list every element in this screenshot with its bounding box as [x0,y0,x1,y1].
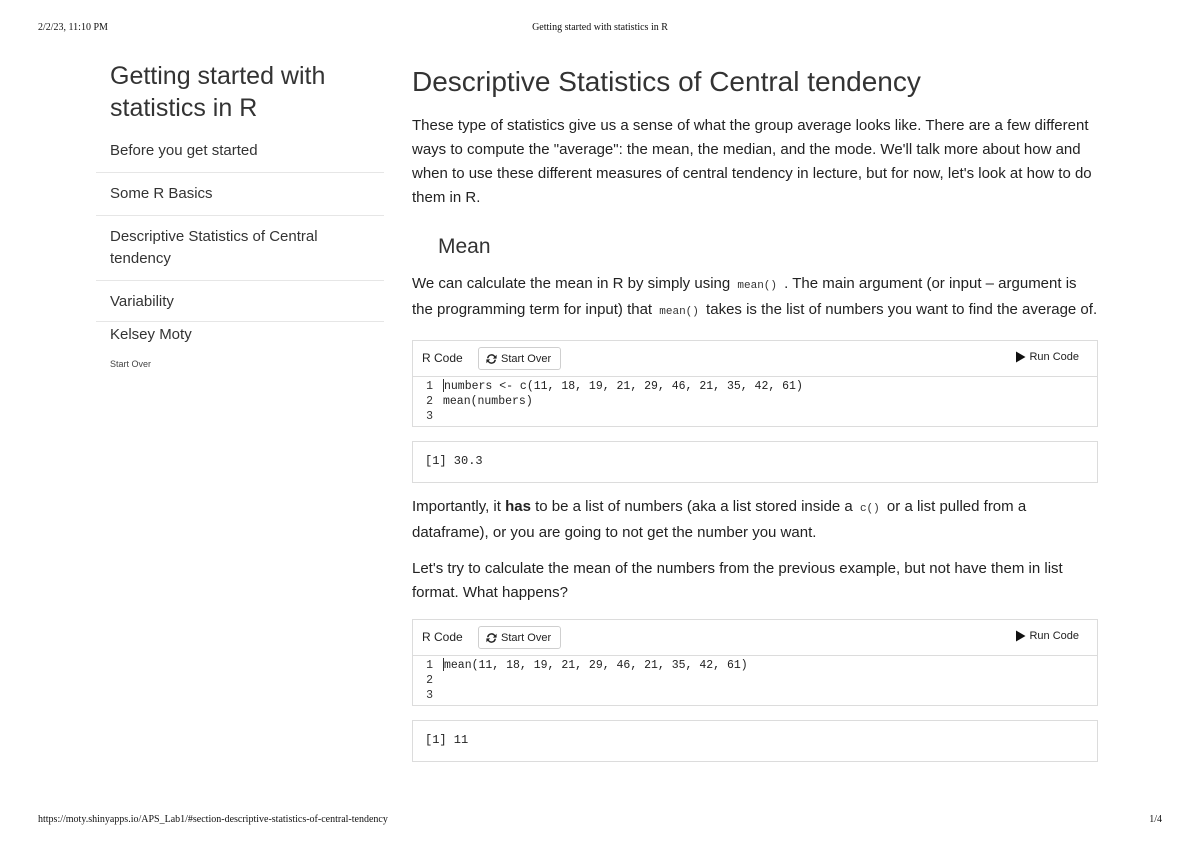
sidebar-item-variability[interactable]: Variability [96,281,384,322]
mean-paragraph-part1: We can calculate the mean in R by simply using [412,275,735,292]
inline-code-mean: mean() [659,306,699,318]
inline-code-mean: mean() [737,280,777,292]
code-line [413,688,1097,703]
code-block-2 [412,619,1098,706]
line-number: 3 [426,689,433,702]
refresh-icon [485,632,498,644]
code-editor[interactable] [413,656,1097,705]
sidebar-author: Kelsey Moty [110,326,192,343]
sidebar-item-some-r-basics[interactable]: Some R Basics [96,173,384,216]
line-number: 1 [426,659,433,672]
start-over-button[interactable] [478,626,561,649]
code-line [413,673,1097,688]
play-icon [1015,630,1026,642]
main-content [412,64,1098,762]
emphasis-has: has [505,498,531,515]
try-paragraph: Let's try to calculate the mean of the numbers from the previous example, but not have them in list format. What happens? [412,560,1063,601]
code-line [413,409,1097,424]
print-doc-title: Getting started with statistics in R [532,22,668,33]
run-code-button[interactable] [1015,630,1079,642]
sidebar [96,60,384,369]
run-code-label: Run Code [1029,351,1079,363]
refresh-icon [485,353,498,365]
start-over-label: Start Over [501,631,552,644]
code-label: R Code [422,630,463,644]
start-over-button[interactable] [478,347,561,370]
sidebar-item-before-you-get-started[interactable]: Before you get started [96,130,384,173]
run-code-label: Run Code [1029,630,1079,642]
line-number: 3 [426,410,433,423]
line-number: 1 [426,380,433,393]
importantly-paragraph [412,495,1098,545]
mean-paragraph [412,272,1098,324]
code-editor[interactable] [413,377,1097,426]
sidebar-start-over-link[interactable]: Start Over [110,359,152,369]
mean-paragraph-part3: takes is the list of numbers you want to find the average of. [701,301,1098,318]
code-label: R Code [422,351,463,365]
code-output-1: [1] 30.3 [412,441,1098,483]
start-over-label: Start Over [501,352,552,365]
code-line [413,658,1097,673]
mean-paragraph-part2: . The main argument (or input – argument is the programming term for input) that [412,275,1077,318]
run-code-button[interactable] [1015,351,1079,363]
code-text: numbers <- c(11, 18, 19, 21, 29, 46, 21, 35, 42, 61) [444,380,803,393]
code-output-2: [1] 11 [412,720,1098,762]
importantly-part2: to be a list of numbers (aka a list stored inside a [530,498,857,515]
print-date: 2/2/23, 11:10 PM [38,22,108,33]
importantly-part1: Importantly, it [412,498,506,515]
line-number: 2 [426,395,433,408]
section-title: Descriptive Statistics of Central tendency [412,66,921,97]
sidebar-title: Getting started with statistics in R [110,62,326,122]
code-line [413,379,1097,394]
sidebar-item-descriptive-statistics[interactable]: Descriptive Statistics of Central tendency [96,216,384,281]
code-toolbar [413,620,1097,656]
code-toolbar [413,341,1097,377]
print-url: https://moty.shinyapps.io/APS_Lab1/#section-descriptive-statistics-of-central-tendency [38,814,388,825]
code-line [413,394,1097,409]
sidebar-nav [96,130,384,322]
mean-heading: Mean [438,235,491,258]
importantly-part3: or a list pulled from a dataframe), or you are going to not get the number you want. [412,498,1027,541]
print-footer [38,814,1162,828]
print-header [38,22,1162,36]
play-icon [1015,351,1026,363]
line-number: 2 [426,674,433,687]
intro-paragraph: These type of statistics give us a sense of what the group average looks like. There are a few different ways to compute the "average": the mean, the median, and the mode. We'll talk more about how and when to use these different measures of central tendency in lecture, but for now, let's look at how to do them in R. [412,117,1092,206]
code-block-1 [412,340,1098,427]
code-text: mean(11, 18, 19, 21, 29, 46, 21, 35, 42, 61) [444,659,748,672]
print-page-number: 1/4 [1149,814,1162,825]
code-text: mean(numbers) [443,395,533,408]
inline-code-c: c() [859,503,880,515]
